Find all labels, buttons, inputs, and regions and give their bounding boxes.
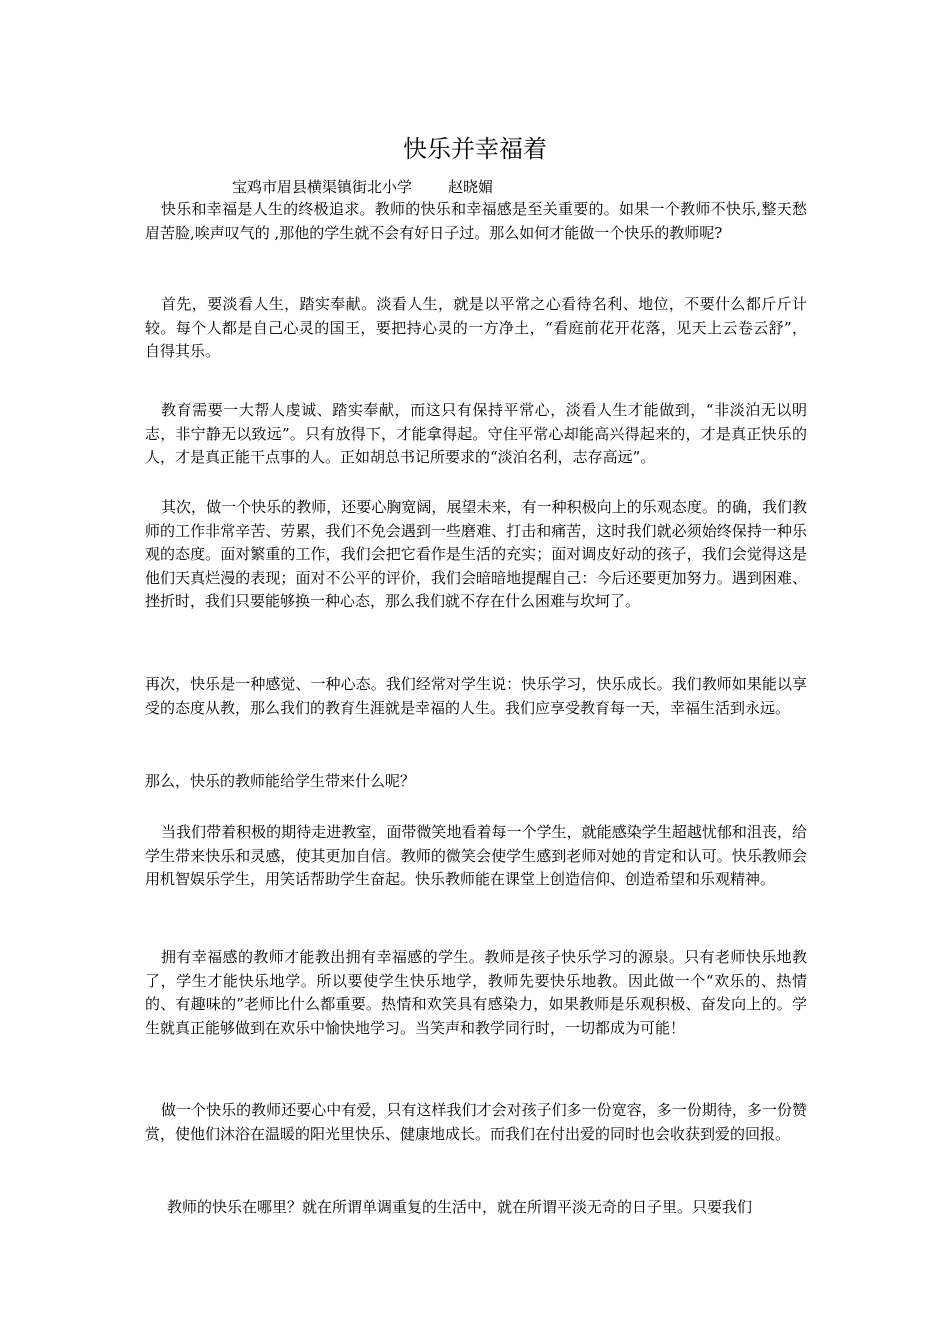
paragraph-4: 其次，做一个快乐的教师，还要心胸宽阔，展望未来，有一种积极向上的乐观态度。的确，我们教师的工作非常辛苦、劳累，我们不免会遇到一些磨难、打击和痛苦，这时我们就必须始终保持一种乐观的态度。面对繁重的工作，我们会把它看作是生活的充实；面对调皮好动的孩子，我们会觉得这是他们天真烂漫的表现；面对不公平的评价，我们会暗暗地提醒自己：今后还要更加努力。遇到困难、挫折时，我们只要能够换一种心态，那么我们就不存在什么困难与坎坷了。 [145, 498, 807, 610]
author-byline [232, 176, 493, 198]
paragraph-6: 那么，快乐的教师能给学生带来什么呢？ [145, 772, 416, 790]
paragraph-5: 再次，快乐是一种感觉、一种心态。我们经常对学生说：快乐学习，快乐成长。我们教师如果能以享受的态度从教，那么我们的教育生涯就是幸福的人生。我们应享受教育每一天，幸福生活到永远。 [145, 675, 807, 717]
paragraph-2: 首先，要淡看人生，踏实奉献。淡看人生，就是以平常之心看待名利、地位，不要什么都斤斤计较。每个人都是自己心灵的国王，要把持心灵的一方净土，“看庭前花开花落，见天上云卷云舒”， 自得其乐。 [145, 295, 807, 360]
paragraph-3: 教育需要一大帮人虔诚、踏实奉献，而这只有保持平常心，淡看人生才能做到，“非淡泊无以明志，非宁静无以致远”。只有放得下，才能拿得起。守住平常心却能高兴得起来的，才是真正快乐的人，才是真正能干点事的人。正如胡总书记所要求的“淡泊名利，志存高远”。 [145, 401, 807, 466]
school-name: 宝鸡市眉县横渠镇街北小学 [232, 178, 413, 196]
author-name: 赵晓媚 [448, 178, 494, 196]
paragraph-8: 拥有幸福感的教师才能教出拥有幸福感的学生。教师是孩子快乐学习的源泉。只有老师快乐地教了，学生才能快乐地学。所以要使学生快乐地学，教师先要快乐地教。因此做一个“欢乐的、热情的、有趣味的”老师比什么都重要。热情和欢笑具有感染力，如果教师是乐观积极、奋发向上的。学生就真正能够做到在欢乐中愉快地学习。当笑声和教学同行时，一切都成为可能！ [145, 948, 807, 1037]
paragraph-9: 做一个快乐的教师还要心中有爱，只有这样我们才会对孩子们多一份宽容，多一份期待，多一份赞赏，使他们沐浴在温暖的阳光里快乐、健康地成长。而我们在付出爱的同时也会收获到爱的回报。 [145, 1101, 807, 1143]
document-title: 快乐并幸福着 [403, 135, 547, 163]
paragraph-10: 教师的快乐在哪里？就在所谓单调重复的生活中，就在所谓平淡无奇的日子里。只要我们 [167, 1198, 753, 1216]
paragraph-1: 快乐和幸福是人生的终极追求。教师的快乐和幸福感是至关重要的。如果一个教师不快乐,整天愁眉苦脸,唉声叹气的 ,那他的学生就不会有好日子过。那么如何才能做一个快乐的教师呢? [145, 200, 807, 242]
paragraph-7: 当我们带着积极的期待走进教室，面带微笑地看着每一个学生，就能感染学生超越忧郁和沮丧，给学生带来快乐和灵感，使其更加自信。教师的微笑会使学生感到老师对她的肯定和认可。快乐教师会用机智娱乐学生，用笑话帮助学生奋起。快乐教师能在课堂上创造信仰、创造希望和乐观精神。 [145, 823, 807, 888]
